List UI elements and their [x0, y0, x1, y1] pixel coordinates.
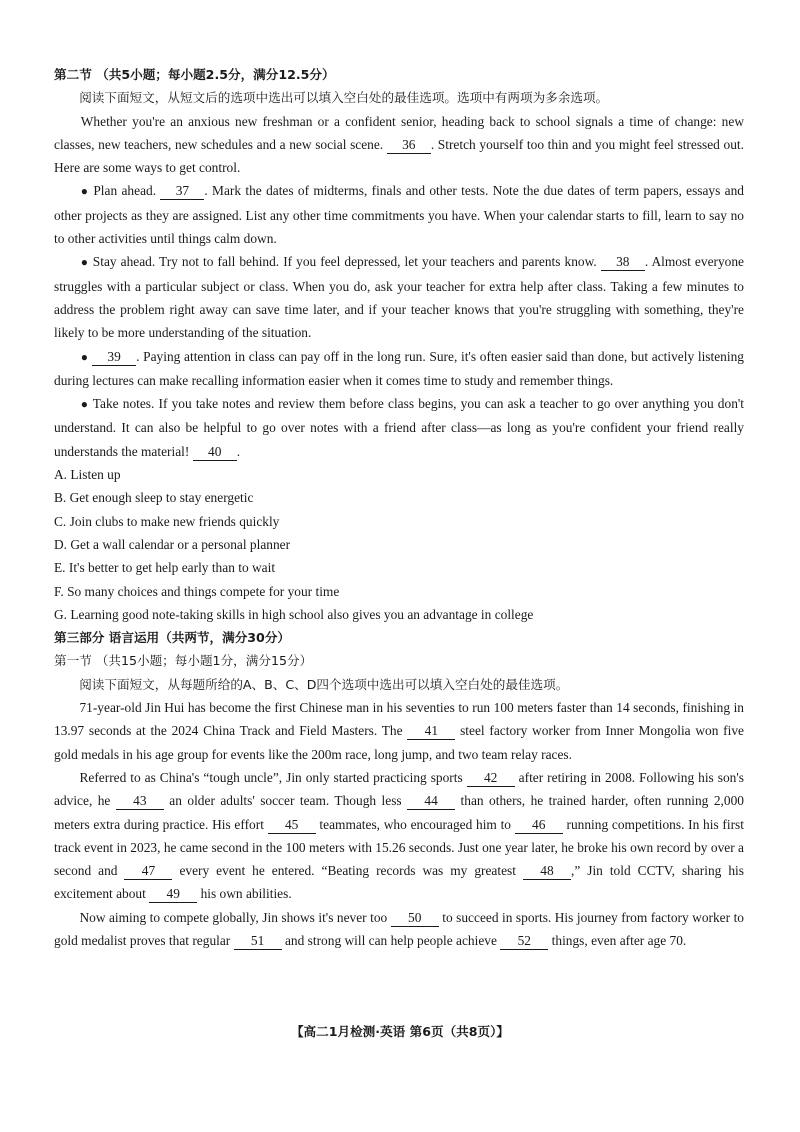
answer-blank-38: 38 — [601, 253, 645, 271]
part-3-heading: 第三部分 语言运用（共两节，满分30分） — [54, 630, 291, 646]
passage-text: after retiring in 2008. Following his son's advice, he — [54, 769, 744, 809]
answer-blank-36: 36 — [387, 136, 431, 154]
cloze-paragraph-2 — [54, 766, 744, 906]
passage-text: Take notes. If you take notes and review them before class begins, you can ask a teacher to go over anything you don't understand. It can also be helpful to go over notes with a friend after class—as long as you're confident your friend really understands the material! — [54, 396, 745, 459]
passage-paragraph-2 — [54, 179, 744, 250]
cloze-paragraph-3 — [54, 906, 744, 953]
bullet-icon: ● — [80, 184, 90, 199]
passage-text: ,” Jin told CCTV, sharing his excitement about — [54, 863, 744, 902]
option-a: A. Listen up — [54, 467, 121, 483]
page-content — [54, 63, 744, 952]
passage-text: an older adults' soccer team. Though less — [169, 793, 402, 809]
passage-text: Stay ahead. Try not to fall behind. If you feel depressed, let your teachers and parents know. — [92, 254, 597, 270]
option-d: D. Get a wall calendar or a personal planner — [54, 536, 291, 552]
answer-blank-52: 52 — [500, 932, 548, 950]
option-e: E. It's better to get help early than to wait — [54, 560, 276, 576]
bullet-icon: ● — [80, 397, 89, 412]
passage-text: Plan ahead. — [93, 183, 157, 199]
passage-text: running competitions. In his first track event in 2023, he came second in the 100 meters with 15.26 seconds. Just one year later, he broke his own record by over a second and — [54, 816, 744, 879]
option-g: G. Learning good note-taking skills in high school also gives you an advantage in college — [54, 606, 534, 622]
passage-text: 71-year-old Jin Hui has become the first Chinese man in his seventies to run 100 meters faster than 14 seconds, finishing in 13.97 seconds at the 2024 China Track and Field Masters. The — [54, 700, 744, 739]
option-b: B. Get enough sleep to stay energetic — [54, 490, 254, 506]
answer-blank-51: 51 — [234, 932, 282, 950]
passage-paragraph-5 — [54, 392, 744, 463]
option-c: C. Join clubs to make new friends quickly — [54, 513, 280, 529]
answer-blank-49: 49 — [149, 885, 197, 903]
passage-text: steel factory worker from Inner Mongolia won five gold medals in his age group for events like the 200m race, long jump, and two team relay races. — [54, 723, 744, 762]
passage-text: Whether you're an anxious new freshman or a confident senior, heading back to school signals a time of change: new classes, new teachers, new schedules and a new social scene. — [54, 113, 744, 152]
passage-text: . Stretch yourself too thin and you might feel stressed out. Here are some ways to get control. — [54, 136, 744, 176]
passage-text: Referred to as China's “tough uncle”, Jin only started practicing sports — [79, 769, 463, 785]
passage-text: . Paying attention in class can pay off in the long run. Sure, it's often easier said than done, but actively listening during lectures can make recalling information easier when it comes time to study and remember things. — [54, 348, 744, 388]
passage-paragraph-4 — [54, 345, 744, 393]
cloze-paragraph-1 — [54, 696, 744, 766]
answer-blank-48: 48 — [523, 862, 571, 880]
passage-text: . Mark the dates of midterms, finals and other tests. Note the due dates of term papers, essays and other projects as they are assigned. List any other time commitments you have. When your calendar starts to fill, learn to say no to other activities until things calm down. — [54, 183, 744, 247]
answer-blank-37: 37 — [160, 182, 204, 200]
bullet-icon: ● — [80, 349, 89, 364]
answer-blank-45: 45 — [268, 816, 316, 834]
answer-blank-40: 40 — [193, 443, 237, 461]
part-3-section-1-heading: 第一节 （共15小题；每小题1分，满分15分） — [54, 653, 313, 669]
answer-blank-44: 44 — [407, 792, 455, 810]
answer-blank-41: 41 — [407, 722, 455, 740]
passage-text: to succeed in sports. His journey from factory worker to gold medalist proves that regular — [54, 909, 744, 948]
section-2-heading: 第二节 （共5小题；每小题2.5分，满分12.5分） — [54, 67, 335, 82]
passage-text: his own abilities. — [200, 886, 292, 902]
answer-blank-50: 50 — [391, 909, 439, 927]
passage-text: . Almost everyone struggles with a particular subject or class. When you do, ask your teacher for extra help after class. Taking a few minutes to address the problem right away can save time later, and if your teacher knows that you're struggling with something, they're likely to be more understanding of the situation. — [54, 254, 744, 341]
passage-text: . — [236, 443, 241, 459]
page-footer: 【高二1月检测·英语 第6页（共8页）】 — [290, 1024, 510, 1039]
option-f: F. So many choices and things compete for your time — [54, 583, 340, 599]
part-3-instruction: 阅读下面短文，从每题所给的A、B、C、D四个选项中选出可以填入空白处的最佳选项。 — [79, 676, 569, 692]
passage-text: things, even after age 70. — [551, 932, 687, 948]
passage-text: every event he entered. “Beating records was my greatest — [179, 863, 516, 879]
answer-blank-47: 47 — [124, 862, 172, 880]
bullet-icon: ● — [80, 255, 89, 270]
answer-blank-46: 46 — [515, 816, 563, 834]
passage-text: than others, he trained harder, often running 2,000 meters extra during practice. His effort — [54, 793, 744, 832]
answer-blank-42: 42 — [467, 769, 515, 787]
section-2-instruction: 阅读下面短文，从短文后的选项中选出可以填入空白处的最佳选项。选项中有两项为多余选项。 — [79, 90, 609, 106]
answer-blank-39: 39 — [92, 348, 136, 366]
passage-paragraph-3 — [54, 250, 744, 344]
passage-text: and strong will can help people achieve — [284, 932, 497, 948]
passage-text: Now aiming to compete globally, Jin shows it's never too — [79, 909, 388, 925]
passage-paragraph-1 — [54, 110, 744, 180]
passage-text: teammates, who encouraged him to — [319, 816, 511, 832]
answer-blank-43: 43 — [116, 792, 164, 810]
